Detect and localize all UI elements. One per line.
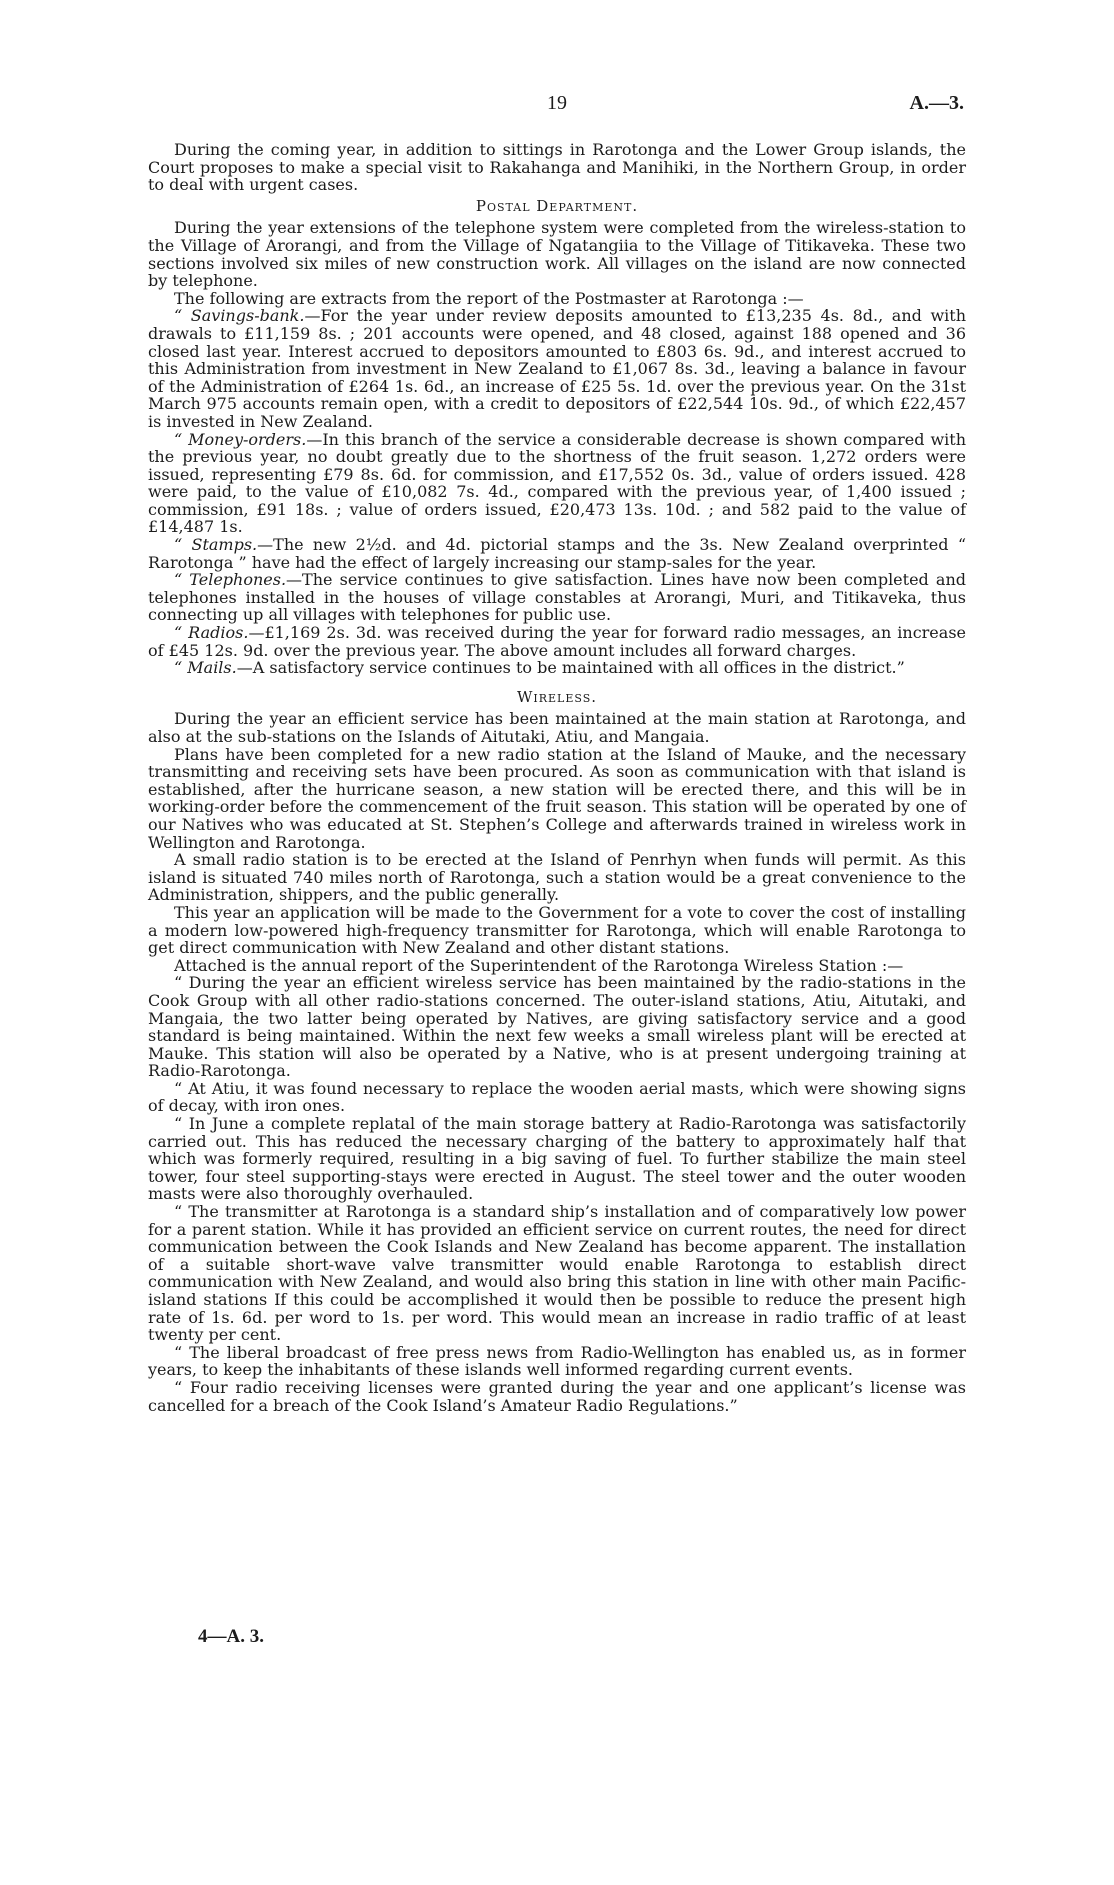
document-reference: A.—3. <box>909 92 964 114</box>
telephones-label: “ Telephones. <box>174 570 287 590</box>
wireless-paragraph-5: Attached is the annual report of the Superintendent of the Rarotonga Wireless Station :— <box>174 955 904 975</box>
telephones-text: —The service continues to give satisfaction. Lines have now been completed and telephones installed in the houses of village constables at Arorangi, Muri, and Titikaveka, thus connecting up all villages with telephones for public use. <box>148 570 967 625</box>
money-orders-label: “ Money-orders. <box>174 429 307 449</box>
wireless-paragraph-4: This year an application will be made to the Government for a vote to cover the cost of installing a modern low-powered high-frequency transmitter for Rarotonga, which will enable Rarotonga to get direct communication with New Zealand and other distant stations. <box>148 902 966 958</box>
wireless-paragraph-3: A small radio station is to be erected at the Island of Penrhyn when funds will permit. As this island is situated 740 miles north of Rarotonga, such a station would be a great convenience to the Administration, shippers, and the public generally. <box>148 850 966 905</box>
body-text <box>148 141 966 1414</box>
stamps-label: “ Stamps. <box>174 535 258 555</box>
mails-label: “ Mails. <box>174 658 237 678</box>
section-heading-wireless: Wireless. <box>516 687 598 706</box>
money-orders-paragraph <box>148 431 966 537</box>
wireless-paragraph-9: “ The transmitter at Rarotonga is a standard ship’s installation and of comparatively low power for a parent station. While it has provided an efficient service on current routes, the need for direct communication between the Cook Islands and New Zealand has become apparent. The installation of a suitable short-wave valve transmitter would enable Rarotonga to establish direct communication with New Zealand, and would also bring this station in line with other main Pacific-island stations If this could be accomplished it would then be possible to reduce the present high rate of 1s. 6d. per word to 1s. per word. This would mean an increase in radio traffic of at least twenty per cent. <box>148 1202 966 1345</box>
wireless-paragraph-1: During the year an efficient service has been maintained at the main station at Rarotonga, and also at the sub-stations on the Islands of Aitutaki, Atiu, and Mangaia. <box>148 709 966 746</box>
wireless-paragraph-6: “ During the year an efficient wireless service has been maintained by the radio-stations in the Cook Group with all other radio-stations concerned. The outer-island stations, Atiu, Aitutaki, and Mangaia, the two latter being operated by Natives, are giving satisfactory service and a good standard is being maintained. Within the next few weeks a small wireless plant will be erected at Mauke. This station will also be operated by a Native, who is at present undergoing training at Radio-Rarotonga. <box>148 973 966 1081</box>
wireless-paragraph-7: “ At Atiu, it was found necessary to replace the wooden aerial masts, which were showing signs of decay, with iron ones. <box>148 1078 966 1116</box>
mails-text: —A satisfactory service continues to be maintained with all offices in the district.” <box>236 658 905 678</box>
wireless-paragraph-8: “ In June a complete replatal of the main storage battery at Radio-Rarotonga was satisfactorily carried out. This has reduced the necessary charging of the battery to approximately half that which was formerly required, resulting in a big saving of fuel. To further stabilize the main steel tower, four steel supporting-stays were erected in August. The steel tower and the outer wooden masts were also thoroughly overhauled. <box>148 1114 966 1204</box>
money-orders-text: —In this branch of the service a considerable decrease is shown compared with the previous year, no doubt greatly due to the shortness of the fruit season. 1,272 orders were issued, representing £79 8s. 6d. for commission, and £17,552 0s. 3d., value of orders issued. 428 were paid, to the value of £10,082 7s. 4d., compared with the previous year, of 1,400 issued ; commission, £91 18s. ; value of orders issued, £20,473 13s. 10d. ; and 582 paid to the value of £14,487 1s. <box>148 429 966 537</box>
savings-bank-text: —For the year under review deposits amounted to £13,235 4s. 8d., and with drawals to £11,159 8s. ; 201 accounts were opened, and 48 closed, against 188 opened and 36 closed last year. Interest accrued to depositors amounted to £803 6s. 9d., and interest accrued to this Administration from investment in New Zealand to £1,067 8s. 3d., leaving a balance in favour of the Administration of £264 1s. 6d., an increase of £25 5s. 1d. over the previous year. On the 31st March 975 accounts remain open, with a credit to depositors of £22,544 10s. 9d., of which £22,457 is invested in New Zealand. <box>148 306 967 431</box>
page-number: 19 <box>547 92 567 114</box>
radios-label: “ Radios. <box>174 623 249 643</box>
intro-paragraph: During the coming year, in addition to sittings in Rarotonga and the Lower Group islands, the Court proposes to make a special visit to Rakahanga and Manihiki, in the Northern Group, in order to deal with urgent cases. <box>148 140 966 195</box>
wireless-paragraph-10: “ The liberal broadcast of free press news from Radio-Wellington has enabled us, as in former years, to keep the inhabitants of these islands well informed regarding current events. <box>148 1342 966 1380</box>
radios-paragraph <box>148 624 966 659</box>
stamps-text: —The new 2½d. and 4d. pictorial stamps and the 3s. New Zealand overprinted “ Rarotonga ” have had the effect of largely increasing our stamp-sales for the year. <box>148 535 967 572</box>
wireless-paragraph-11: “ Four radio receiving licenses were granted during the year and one applicant’s license was cancelled for a breach of the Cook Island’s Amateur Radio Regulations.” <box>148 1377 966 1415</box>
postal-paragraph-2: The following are extracts from the report of the Postmaster at Rarotonga :— <box>174 288 804 308</box>
radios-text: —£1,169 2s. 3d. was received during the year for forward radio messages, an increase of £45 12s. 9d. over the previous year. The above amount includes all forward charges. <box>148 623 966 660</box>
savings-bank-label: “ Savings-bank. <box>174 306 305 326</box>
section-heading-postal: Postal Department. <box>475 196 639 215</box>
wireless-paragraph-2: Plans have been completed for a new radio station at the Island of Mauke, and the necessary transmitting and receiving sets have been procured. As soon as communication with that island is established, after the hurricane season, a new station will be erected there, and this will be in working-order before the commencement of the fruit season. This station will be operated by one of our Natives who was educated at St. Stephen’s College and afterwards trained in wireless work in Wellington and Rarotonga. <box>148 744 966 852</box>
mails-paragraph <box>148 659 966 677</box>
postal-paragraph-1: During the year extensions of the telephone system were completed from the wireless-station to the Village of Arorangi, and from the Village of Ngatangiia to the Village of Titikaveka. These two sections involved six miles of new construction work. All villages on the island are now connected by telephone. <box>148 218 966 291</box>
savings-bank-paragraph <box>148 307 966 430</box>
stamps-paragraph <box>148 536 966 571</box>
telephones-paragraph <box>148 571 966 624</box>
page-signature: 4—A. 3. <box>198 1626 264 1647</box>
